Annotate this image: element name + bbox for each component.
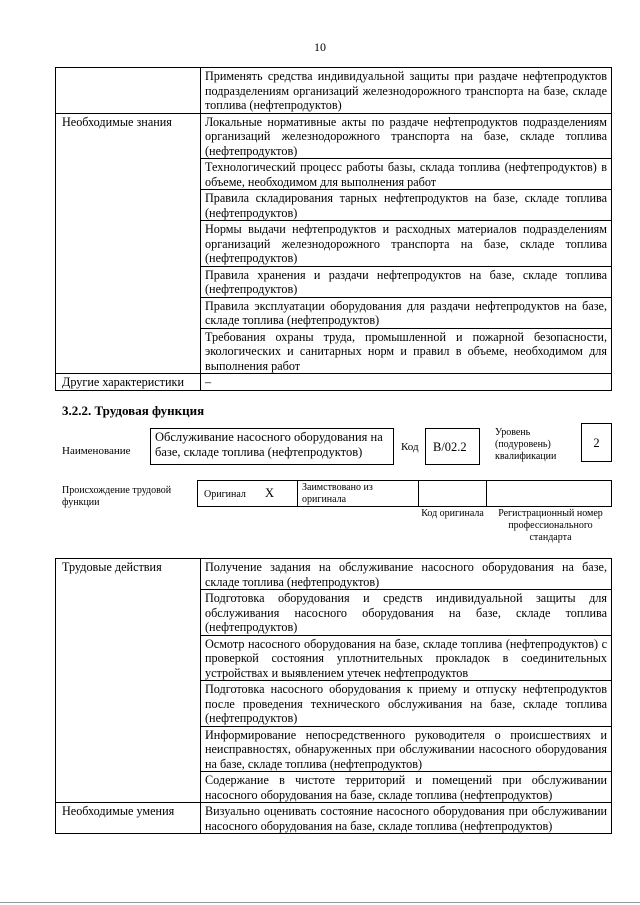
original-box bbox=[197, 480, 298, 507]
row-item: Правила складирования тарных нефтепродуктов на базе, складе топлива (нефтепродуктов) bbox=[201, 190, 612, 221]
level-box bbox=[581, 423, 612, 462]
code-label: Код bbox=[401, 441, 419, 453]
table-row bbox=[56, 803, 612, 834]
level-value: 2 bbox=[593, 436, 600, 450]
row-item: Содержание в чистоте территорий и помещений при обслуживании насосного оборудования на базе, складе топлива (нефтепродуктов) bbox=[201, 772, 612, 803]
borrowed-box: Заимствовано из оригинала bbox=[297, 480, 419, 507]
row-item: Технологический процесс работы базы, склада топлива (нефтепродуктов) в объеме, необходимом для выполнения работ bbox=[201, 159, 612, 190]
table-row bbox=[56, 374, 612, 391]
page-bottom-rule bbox=[0, 902, 640, 903]
row-item: Требования охраны труда, промышленной и пожарной безопасности, экологических и санитарных норм и правил в объеме, необходимом для выполнения работ bbox=[201, 328, 612, 374]
row-label: Трудовые действия bbox=[56, 559, 201, 803]
table-row bbox=[56, 559, 612, 590]
row-item: Получение задания на обслуживание насосного оборудования на базе, складе топлива (нефтепродуктов) bbox=[201, 559, 612, 590]
name-label: Наименование bbox=[62, 445, 131, 457]
row-label: Необходимые знания bbox=[56, 113, 201, 374]
row-item: Информирование непосредственного руководителя о происшествиях и неисправностях, обнаруженных при обслуживании насосного оборудования на базе, складе топлива (нефтепродуктов) bbox=[201, 726, 612, 772]
row-item: – bbox=[201, 374, 612, 391]
row-item: Применять средства индивидуальной защиты при раздаче нефтепродуктов подразделениям организаций железнодорожного транспорта на базе, складе топлива (нефтепродуктов) bbox=[201, 68, 612, 114]
table-row bbox=[56, 113, 612, 159]
row-label: Необходимые умения bbox=[56, 803, 201, 834]
origin-reg-caption: Регистрационный номер профессионального стандарта bbox=[498, 508, 603, 543]
origin-code-box bbox=[418, 480, 487, 507]
function-name-box: Обслуживание насосного оборудования на базе, складе топлива (нефтепродуктов) bbox=[150, 428, 394, 465]
origin-label: Происхождение трудовой функции bbox=[62, 485, 172, 508]
bottom-requirements-table bbox=[55, 558, 612, 834]
row-item: Правила эксплуатации оборудования для раздачи нефтепродуктов на базе, складе топлива (нефтепродуктов) bbox=[201, 297, 612, 328]
original-mark: Х bbox=[265, 486, 275, 500]
table-row bbox=[56, 68, 612, 114]
origin-reg-box bbox=[486, 480, 612, 507]
origin-code-caption: Код оригинала bbox=[421, 508, 484, 519]
row-item: Нормы выдачи нефтепродуктов и расходных материалов подразделениям организаций железнодорожного транспорта на базе, складе топлива (нефтепродуктов) bbox=[201, 221, 612, 267]
row-label bbox=[56, 68, 201, 114]
code-value: В/02.2 bbox=[433, 440, 467, 454]
row-item: Визуально оценивать состояние насосного оборудования при обслуживании насосного оборудования на базе, складе топлива (нефтепродуктов) bbox=[201, 803, 612, 834]
row-item: Осмотр насосного оборудования на базе, складе топлива (нефтепродуктов) с проверкой состояния уплотнительных прокладок в соединительных устройствах и выявлением утечек нефтепродуктов bbox=[201, 635, 612, 681]
row-item: Подготовка оборудования и средств индивидуальной защиты для обслуживания насосного оборудования на базе, складе топлива (нефтепродуктов) bbox=[201, 590, 612, 636]
row-label: Другие характеристики bbox=[56, 374, 201, 391]
row-item: Локальные нормативные акты по раздаче нефтепродуктов подразделениям организаций железнодорожного транспорта на базе, складе топлива (нефтепродуктов) bbox=[201, 113, 612, 159]
original-label: Оригинал bbox=[204, 489, 246, 500]
row-item: Подготовка насосного оборудования к приему и отпуску нефтепродуктов после проведения технического обслуживания на базе, складе топлива (нефтепродуктов) bbox=[201, 681, 612, 727]
page-number: 10 bbox=[314, 40, 326, 54]
code-box bbox=[425, 428, 480, 465]
level-label: Уровень (подуровень) квалификации bbox=[495, 427, 557, 462]
row-item: Правила хранения и раздачи нефтепродуктов на базе, складе топлива (нефтепродуктов) bbox=[201, 266, 612, 297]
section-heading: 3.2.2. Трудовая функция bbox=[62, 403, 205, 418]
top-requirements-table bbox=[55, 67, 612, 391]
